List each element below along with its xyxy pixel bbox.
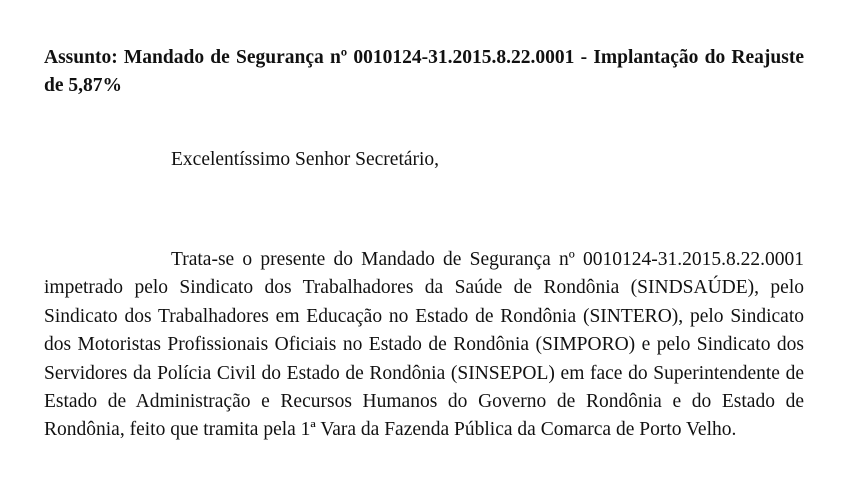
salutation: Excelentíssimo Senhor Secretário, bbox=[171, 149, 440, 170]
body-paragraph: Trata-se o presente do Mandado de Segurança nº 0010124-31.2015.8.22.0001 impetrado pelo Sindicato dos Trabalhadores da Saúde de Rondônia (SINDSAÚDE), pelo Sindicato dos Trabalhadores em Educação no Estado de Rondônia (SINTERO), pelo Sindicato dos Motoristas Profissionais Oficiais no Estado de Rondônia (SIMPORO) e pelo Sindicato dos Servidores da Polícia Civil do Estado de Rondônia (SINSEPOL) em face do Superintendente de Estado de Administração e Recursos Humanos do Governo de Rondônia e do Estado de Rondônia, feito que tramita pela 1ª Vara da Fazenda Pública da Comarca de Porto Velho. bbox=[44, 249, 804, 441]
subject-line: Assunto: Mandado de Segurança nº 0010124-31.2015.8.22.0001 - Implantação do Reajuste de 5,87% bbox=[44, 47, 804, 96]
